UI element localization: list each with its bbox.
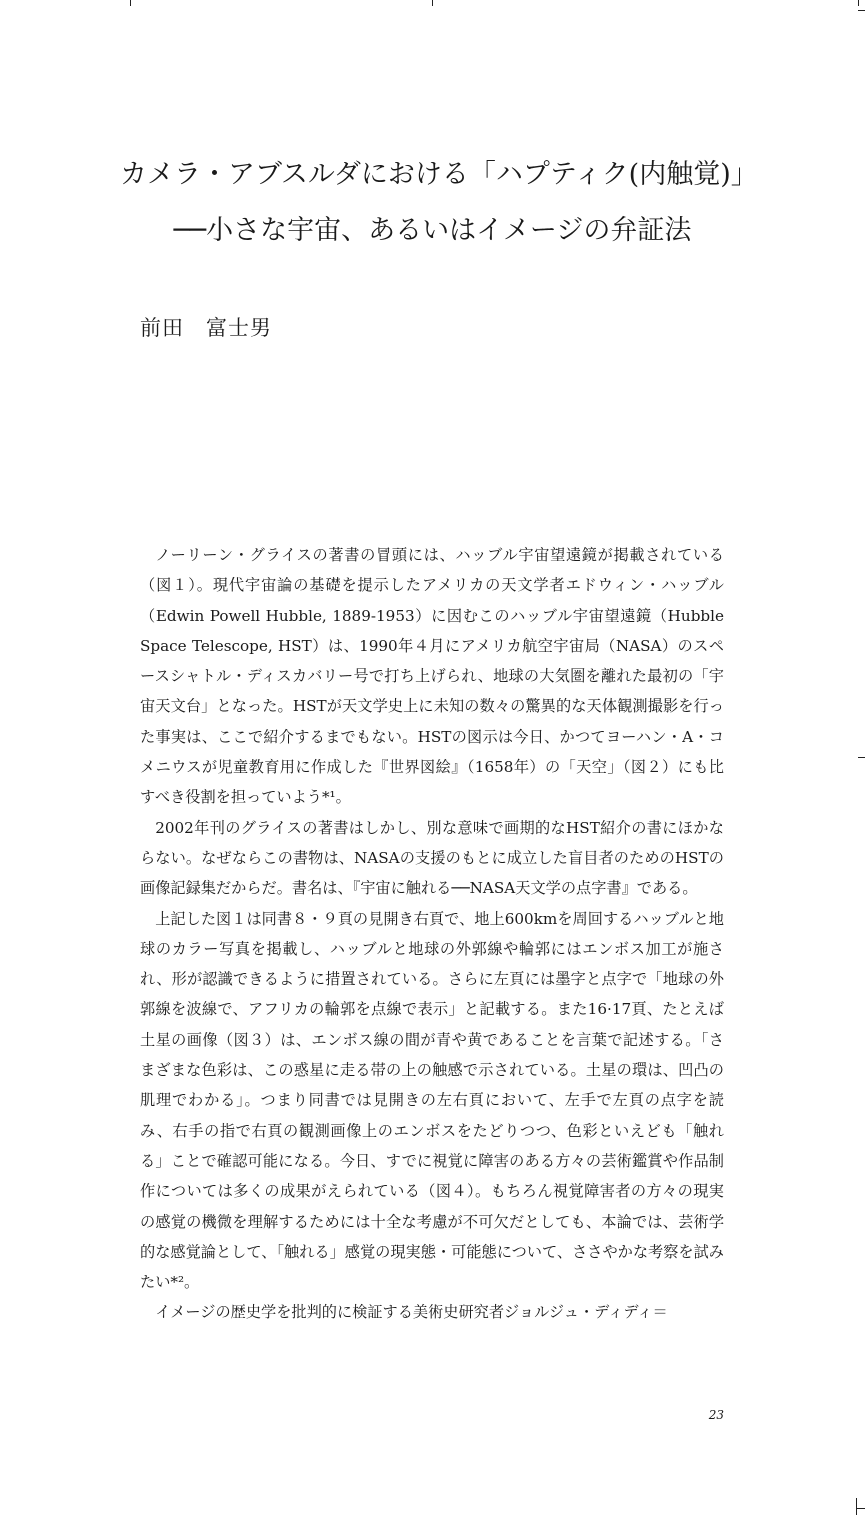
article-subtitle: ──小さな宇宙、あるいはイメージの弁証法 — [173, 215, 692, 246]
crop-mark-right-top — [858, 10, 865, 11]
crop-mark-right-bottom-tick — [856, 1508, 865, 1509]
article-body — [140, 540, 724, 1328]
paragraph: ノーリーン・グライスの著書の冒頭には、ハッブル宇宙望遠鏡が掲載されている（図１）。現代宇宙論の基礎を提示したアメリカの天文学者エドウィン・ハッブル（Edwin Powell Hubble, 1889-1953）に因むこのハッブル宇宙望遠鏡（Hubble Space Telescope, HST）は、1990年４月にアメリカ航空宇宙局（NASA）のスペースシャトル・ディスカバリー号で打ち上げられ、地球の大気圏を離れた最初の「宇宙天文台」となった。HSTが天文学史上に未知の数々の驚異的な天体観測撮影を行った事実は、ここで紹介するまでもない。HSTの図示は今日、かつてヨーハン・A・コメニウスが児童教育用に作成した『世界図絵』（1658年）の「天空」（図２）にも比すべき役割を担っていよう*¹。 — [140, 546, 724, 807]
author-name: 前田 富士男 — [140, 316, 272, 340]
crop-mark-top-left — [130, 0, 131, 6]
paragraph: 上記した図１は同書８・９頁の見開き右頁で、地上600kmを周回するハッブルと地球のカラー写真を掲載し、ハッブルと地球の外郭線や輪郭にはエンボス加工が施され、形が認識できるように措置されている。さらに左頁には墨字と点字で「地球の外郭線を波線で、アフリカの輪郭を点線で表示」と記載する。また16·17頁、たとえば土星の画像（図３）は、エンボス線の間が青や黄であることを言葉で記述する。「さまざまな色彩は、この惑星に走る帯の上の触感で示されている。土星の環は、凹凸の肌理でわかる」。つまり同書では見開きの左右頁において、左手で左頁の点字を読み、右手の指で右頁の観測画像上のエンボスをたどりつつ、色彩といえども「触れる」ことで確認可能になる。今日、すでに視覚に障害のある方々の芸術鑑賞や作品制作については多くの成果がえられている（図４）。もちろん視覚障害者の方々の現実の感覚の機微を理解するためには十全な考慮が不可欠だとしても、本論では、芸術学的な感覚論として、「触れる」感覚の現実態・可能態について、ささやかな考察を試みたい*²。 — [140, 909, 724, 1292]
paragraph: 2002年刊のグライスの著書はしかし、別な意味で画期的なHST紹介の書にほかならない。なぜならこの書物は、NASAの支援のもとに成立した盲目者のためのHSTの画像記録集だからだ。書名は、『宇宙に触れる──NASA天文学の点字書』である。 — [140, 818, 724, 898]
crop-mark-right-middle — [858, 757, 865, 758]
article-title: カメラ・アブスルダにおける「ハプティク(内触覚)」 — [120, 159, 758, 190]
crop-mark-top-right-edge — [858, 0, 859, 6]
page-number: 23 — [708, 1408, 724, 1422]
crop-mark-top-right — [432, 0, 433, 6]
paragraph: イメージの歴史学を批判的に検証する美術史研究者ジョルジュ・ディディ＝ — [155, 1303, 668, 1322]
crop-mark-right-bottom — [856, 1498, 857, 1515]
